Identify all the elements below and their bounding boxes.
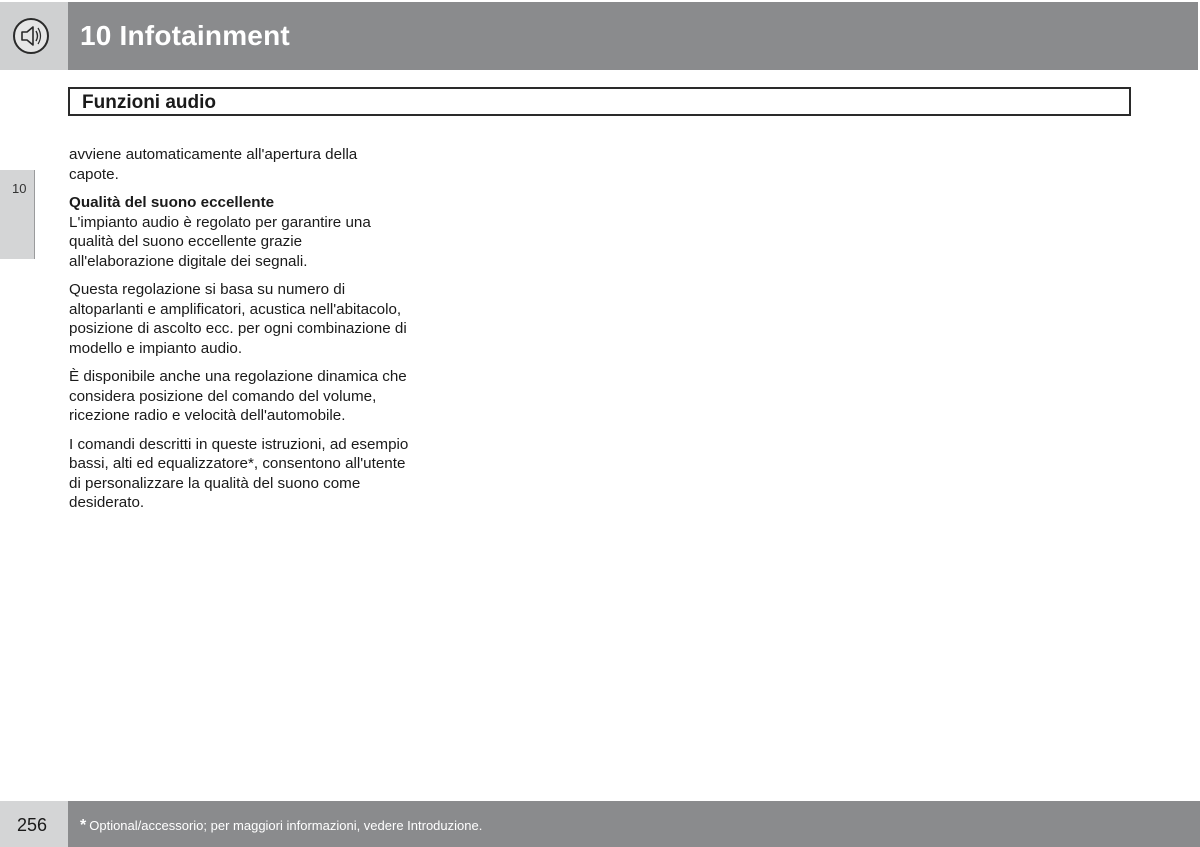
subheading: Qualità del suono eccellente — [69, 194, 275, 211]
footnote-mark: * — [80, 817, 87, 834]
paragraph: L'impianto audio è regolato per garantire una qualità del suono eccellente grazie all'elaborazione digitale dei segnali. — [69, 213, 371, 270]
footnote — [80, 817, 482, 835]
body-text-column — [69, 145, 409, 522]
footnote-text: Optional/accessorio; per maggiori informazioni, vedere Introduzione. — [89, 818, 483, 833]
page-number-box — [0, 801, 68, 847]
paragraph: I comandi descritti in queste istruzioni, ad esempio bassi, alti ed equalizzatore*, consentono all'utente di personalizzare la qualità del suono come desiderato. — [69, 435, 409, 511]
page-number: 256 — [17, 815, 48, 835]
chapter-icon-box — [0, 2, 68, 70]
section-title: Funzioni audio — [82, 92, 217, 113]
section-heading-box — [68, 87, 1131, 116]
side-tab-label: 10 — [12, 181, 27, 196]
paragraph: È disponibile anche una regolazione dinamica che considera posizione del comando del volume, ricezione radio e velocità dell'automobile. — [69, 368, 407, 424]
chapter-side-tab — [0, 170, 35, 259]
chapter-title: 10 Infotainment — [80, 20, 290, 51]
speaker-icon — [13, 18, 49, 54]
intro-paragraph: avviene automaticamente all'apertura della capote. — [69, 146, 358, 183]
footer-bar — [68, 801, 1200, 847]
paragraph: Questa regolazione si basa su numero di altoparlanti e amplificatori, acustica nell'abitacolo, posizione di ascolto ecc. per ogni combinazione di modello e impianto audio. — [69, 281, 407, 357]
chapter-header — [68, 2, 1198, 70]
